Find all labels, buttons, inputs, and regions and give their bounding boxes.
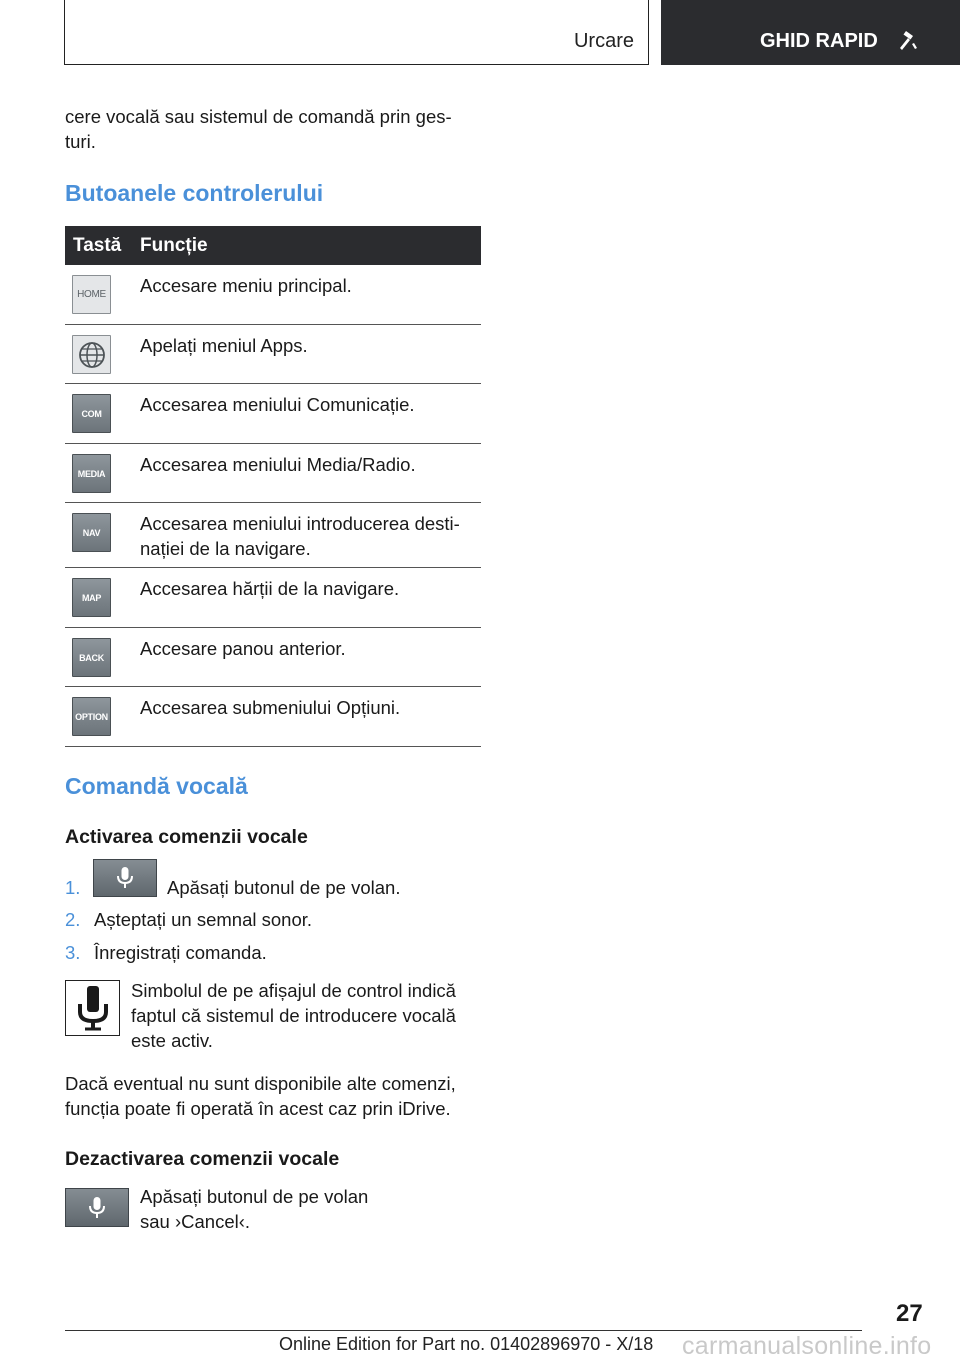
wrench-hammer-icon	[896, 28, 920, 52]
option-key-icon: OPTION	[72, 697, 111, 736]
steering-voice-button-icon	[93, 859, 157, 897]
step-number: 1.	[65, 877, 81, 898]
table-row: HOME Accesare meniu principal.	[65, 265, 481, 325]
header-guide-box	[661, 0, 960, 65]
nav-key-icon: NAV	[72, 513, 111, 552]
footer-edition: Online Edition for Part no. 01402896970 - X/18	[279, 1334, 654, 1354]
controller-heading: Butoanele controlerului	[65, 180, 324, 206]
table-header	[65, 226, 481, 265]
table-header-function: Funcție	[140, 235, 208, 256]
media-key-icon: MEDIA	[72, 454, 111, 493]
table-row: NAV Accesarea meniului introducerea desti- nației de la navigare.	[65, 503, 481, 568]
symbol-note: Simbolul de pe afișajul de control indică faptul că sistemul de introducere vocală este activ.	[131, 980, 456, 1051]
microphone-symbol-icon	[65, 980, 120, 1036]
table-row: Apelați meniul Apps.	[65, 325, 481, 384]
voice-heading: Comandă vocală	[65, 773, 248, 799]
table-row: COM Accesarea meniului Comunicație.	[65, 384, 481, 444]
table-row: MEDIA Accesarea meniului Media/Radio.	[65, 444, 481, 503]
table-row: MAP Accesarea hărții de la navigare.	[65, 568, 481, 628]
step-text: Înregistrați comanda.	[94, 942, 267, 963]
steering-voice-button-icon	[65, 1188, 129, 1227]
com-key-icon: COM	[72, 394, 111, 433]
step-number: 2.	[65, 909, 81, 930]
deactivate-text: Apăsați butonul de pe volan sau ›Cancel‹.	[140, 1186, 369, 1232]
page-number: 27	[896, 1300, 923, 1327]
activate-heading: Activarea comenzii vocale	[65, 826, 308, 848]
back-key-icon: BACK	[72, 638, 111, 677]
deactivate-heading: Dezactivarea comenzii vocale	[65, 1148, 340, 1170]
header-section-title: Urcare	[573, 30, 634, 52]
header-section-box	[64, 0, 649, 65]
step-text: Așteptați un semnal sonor.	[94, 909, 313, 930]
step-number: 3.	[65, 942, 81, 963]
watermark: carmanualsonline.info	[682, 1332, 932, 1360]
intro-paragraph: cere vocală sau sistemul de comandă prin ges- turi.	[65, 106, 452, 152]
table-row: OPTION Accesarea submeniului Opțiuni.	[65, 687, 481, 747]
globe-icon	[72, 335, 111, 374]
table-header-key: Tastă	[73, 235, 122, 256]
home-key-icon: HOME	[72, 275, 111, 314]
table-row: BACK Accesare panou anterior.	[65, 628, 481, 687]
footer-divider	[65, 1330, 862, 1331]
fallback-paragraph: Dacă eventual nu sunt disponibile alte comenzi, funcția poate fi operată în acest caz prin iDrive.	[65, 1073, 456, 1119]
map-key-icon: MAP	[72, 578, 111, 617]
step-text: Apăsați butonul de pe volan.	[167, 877, 401, 898]
header-guide-title: GHID RAPID	[760, 30, 878, 52]
